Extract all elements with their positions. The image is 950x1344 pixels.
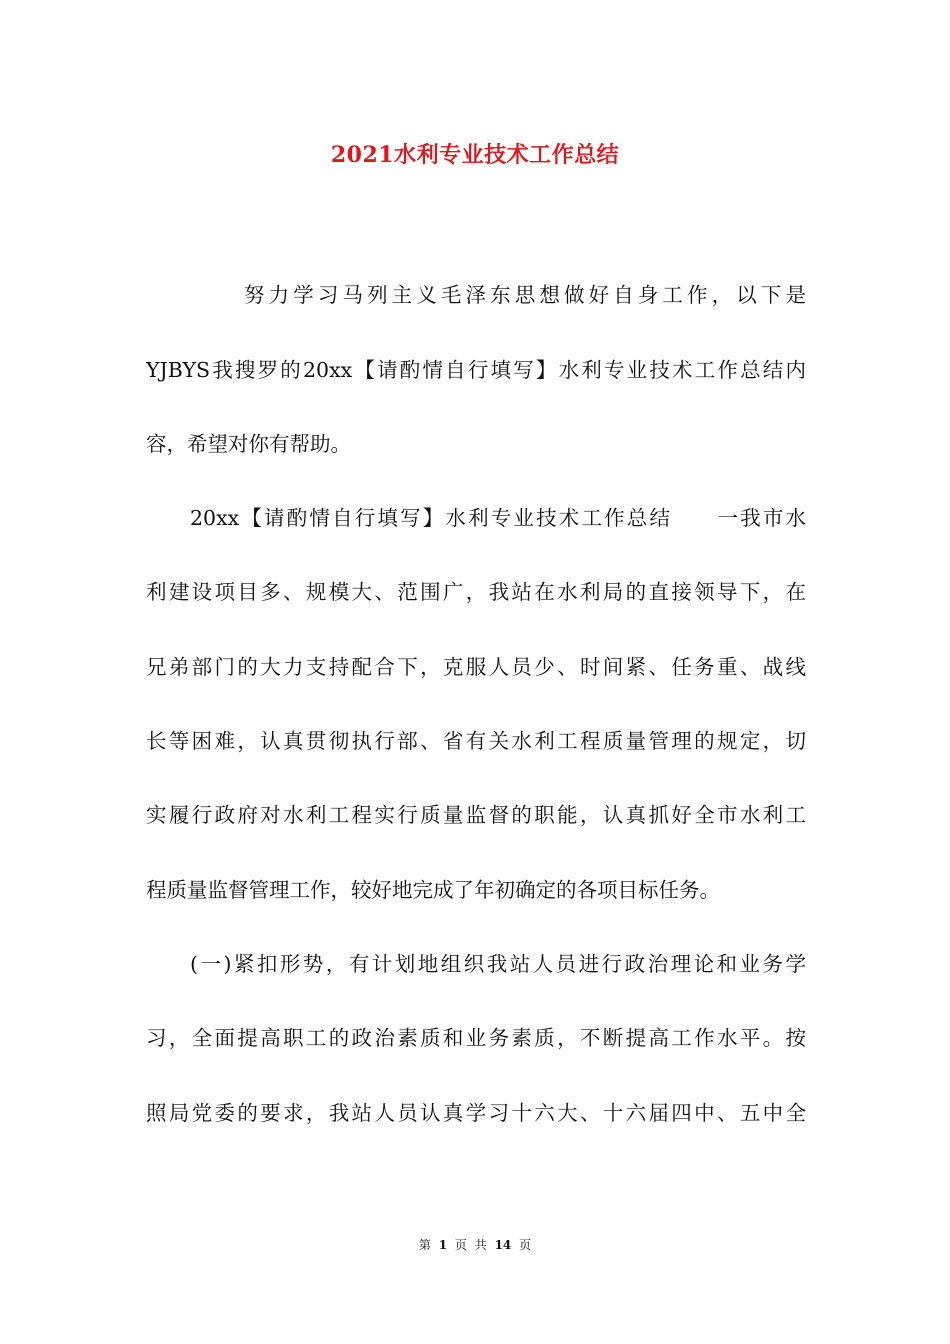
footer-total-pages: 14 <box>494 1238 512 1252</box>
paragraph-line-3: 容，希望对你有帮助。 <box>146 432 351 456</box>
page-footer <box>0 1236 950 1253</box>
paragraph-line-7: 长等困难，认真贯彻执行部、省有关水利工程质量管理的规定，切 <box>146 729 806 753</box>
footer-middle: 页 共 <box>454 1238 487 1252</box>
footer-page-number: 1 <box>438 1238 448 1252</box>
paragraph-line-8: 实履行政府对水利工程实行质量监督的职能，认真抓好全市水利工 <box>146 803 806 827</box>
paragraph-line-12: 照局党委的要求，我站人员认真学习十六大、十六届四中、五中全 <box>146 1101 806 1125</box>
paragraph-line-11: 习，全面提高职工的政治素质和业务素质，不断提高工作水平。按 <box>146 1026 806 1050</box>
paragraph-line-4: 20xx【请酌情自行填写】水利专业技术工作总结 一我市水 <box>190 506 806 530</box>
paragraph-line-2: YJBYS我搜罗的20xx【请酌情自行填写】水利专业技术工作总结内 <box>146 358 806 382</box>
document-title: 2021水利专业技术工作总结 <box>330 142 620 168</box>
paragraph-line-6: 兄弟部门的大力支持配合下，克服人员少、时间紧、任务重、战线 <box>146 655 806 679</box>
footer-prefix: 第 <box>418 1238 431 1252</box>
paragraph-line-5: 利建设项目多、规模大、范围广，我站在水利局的直接领导下，在 <box>146 580 806 604</box>
paragraph-line-10: (一)紧扣形势，有计划地组织我站人员进行政治理论和业务学 <box>190 952 806 976</box>
paragraph-line-1: 努力学习马列主义毛泽东思想做好自身工作，以下是 <box>244 283 806 307</box>
paragraph-line-9: 程质量监督管理工作，较好地完成了年初确定的各项目标任务。 <box>146 878 720 902</box>
footer-suffix: 页 <box>519 1238 532 1252</box>
